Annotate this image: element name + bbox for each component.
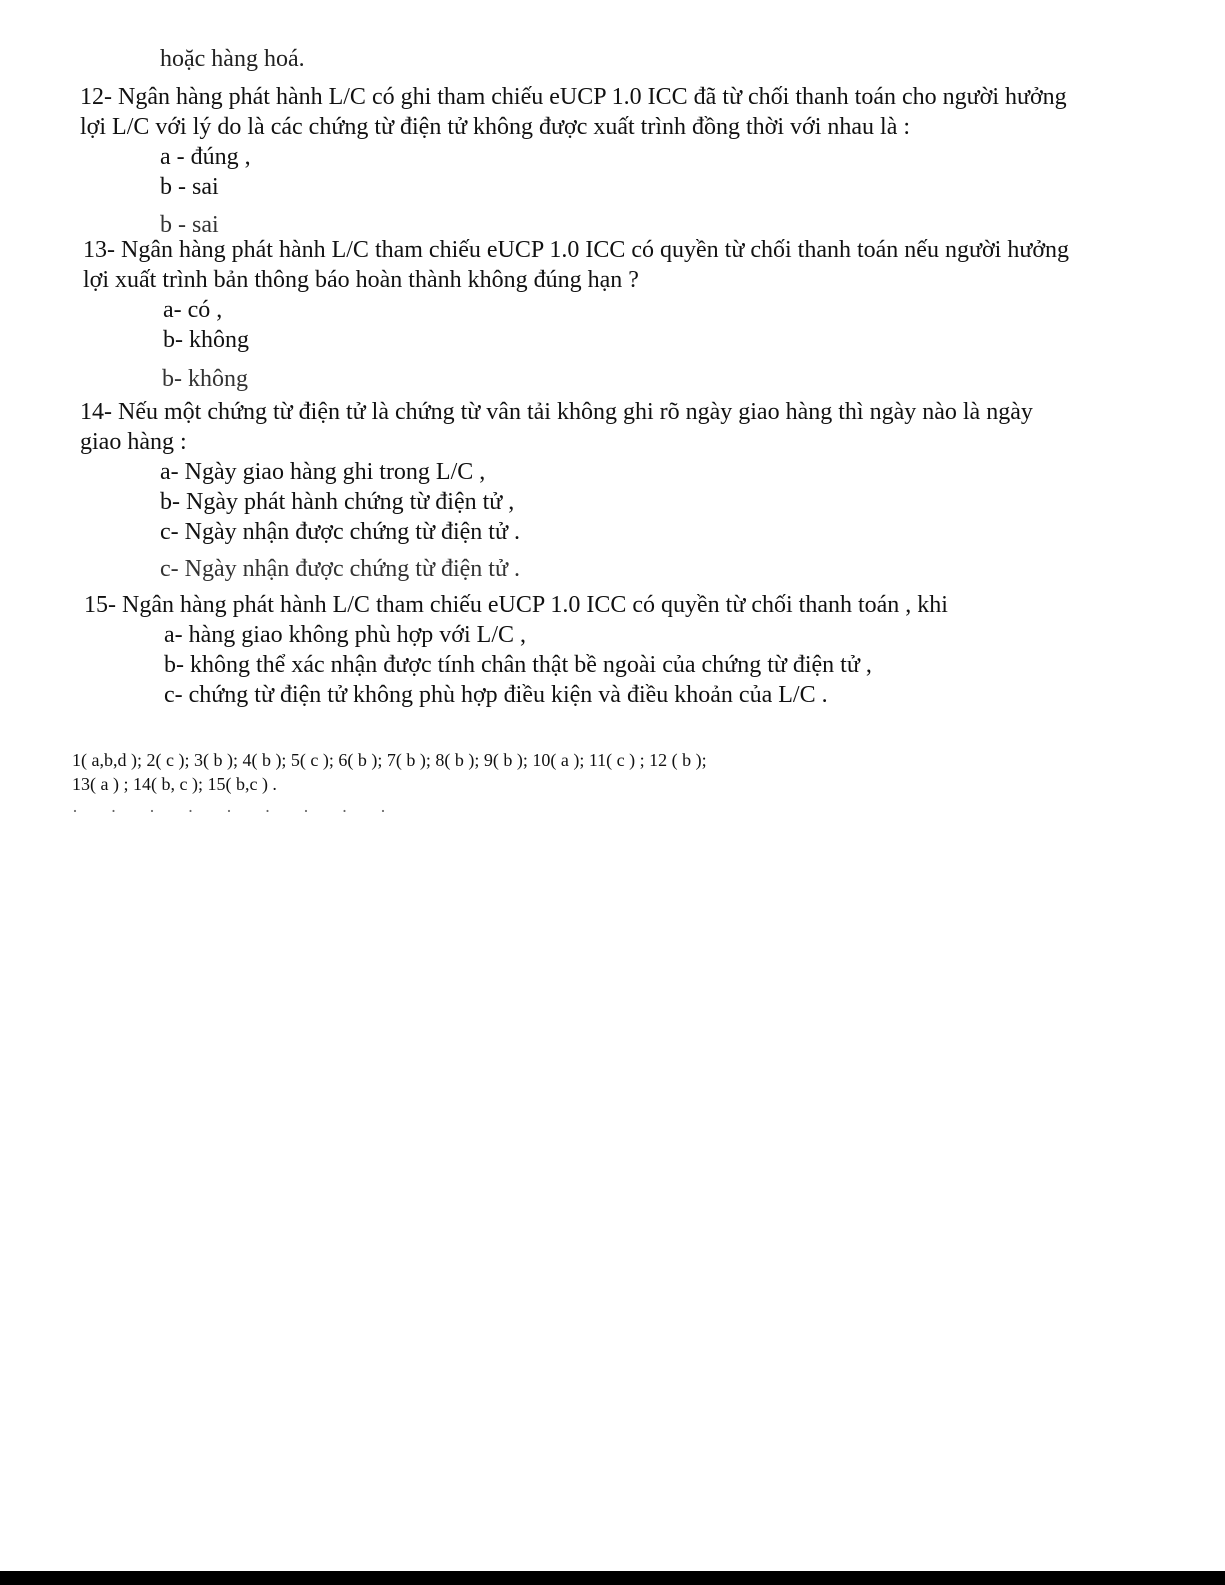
question-15: [84, 590, 1084, 710]
option-list: [80, 142, 1070, 202]
option-list: [84, 620, 1084, 710]
cut-off-previous-line: [160, 46, 305, 76]
option-list: [83, 295, 1073, 355]
option-b: b- không thể xác nhận được tính chân thật bề ngoài của chứng từ điện tử ,: [164, 652, 872, 678]
bottom-border: [0, 1571, 1225, 1585]
ghost-line-13: [162, 366, 248, 392]
question-text: 12- Ngân hàng phát hành L/C có ghi tham chiếu eUCP 1.0 ICC đã từ chối thanh toán cho người hưởng lợi L/C với lý do là các chứng từ điện tử không được xuất trình đồng thời với nhau là :: [80, 84, 1067, 140]
ghost-text: b - sai: [160, 212, 219, 238]
question-14: [80, 397, 1070, 547]
option-c: c- Ngày nhận được chứng từ điện tử .: [160, 519, 520, 545]
option-a: a- hàng giao không phù hợp với L/C ,: [164, 622, 527, 648]
option-c: c- chứng từ điện tử không phù hợp điều kiện và điều khoản của L/C .: [164, 682, 828, 708]
question-text: 13- Ngân hàng phát hành L/C tham chiếu eUCP 1.0 ICC có quyền từ chối thanh toán nếu người hưởng lợi xuất trình bản thông báo hoàn thành không đúng hạn ?: [83, 237, 1070, 293]
question-12: [80, 82, 1070, 202]
option-b: b - sai: [160, 174, 219, 200]
cut-off-text: hoặc hàng hoá.: [160, 46, 305, 72]
ghost-text: c- Ngày nhận được chứng từ điện tử .: [160, 556, 520, 582]
question-13: [83, 235, 1073, 355]
answer-line-2: 13( a ) ; 14( b, c ); 15( b,c ) .: [72, 774, 277, 794]
question-text: 15- Ngân hàng phát hành L/C tham chiếu eUCP 1.0 ICC có quyền từ chối thanh toán , khi: [84, 592, 948, 618]
option-a: a- có ,: [163, 297, 223, 323]
answer-line-1: 1( a,b,d ); 2( c ); 3( b ); 4( b ); 5( c ); 6( b ); 7( b ); 8( b ); 9( b ); 10( a ); 11( c ) ; 12 ( b );: [72, 750, 707, 770]
ghost-text: b- không: [162, 366, 248, 392]
option-b: b- không: [163, 327, 249, 353]
question-text: 14- Nếu một chứng từ điện tử là chứng từ vân tải không ghi rõ ngày giao hàng thì ngày nào là ngày giao hàng :: [80, 399, 1033, 455]
option-a: a- Ngày giao hàng ghi trong L/C ,: [160, 459, 486, 485]
option-a: a - đúng ,: [160, 144, 251, 170]
answer-key: [72, 748, 1072, 796]
cut-off-dots: · · · · · · · · ·: [72, 801, 400, 821]
option-list: [80, 457, 1070, 547]
option-b: b- Ngày phát hành chứng từ điện tử ,: [160, 489, 515, 515]
ghost-line-14: [160, 556, 520, 582]
